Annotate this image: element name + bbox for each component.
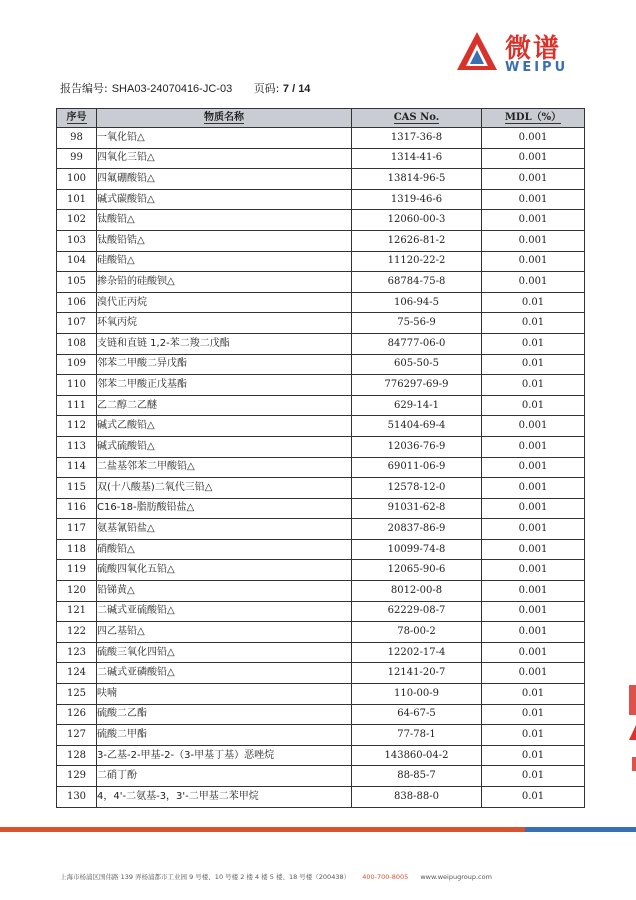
cell-cas: 84777-06-0 — [352, 333, 482, 354]
table-row — [57, 787, 585, 808]
cell-no: 115 — [57, 478, 97, 499]
cell-no: 130 — [57, 787, 97, 808]
column-header-no: 序号 — [57, 109, 97, 128]
cell-substance-name: 4，4'-二氨基-3，3'-二甲基二苯甲烷 — [97, 787, 352, 808]
cell-mdl: 0.01 — [482, 745, 585, 766]
cell-substance-name: 硫酸三氧化四铅△ — [97, 642, 352, 663]
cell-mdl: 0.001 — [482, 581, 585, 602]
cell-mdl: 0.001 — [482, 251, 585, 272]
cell-cas: 69011-06-9 — [352, 457, 482, 478]
table-row — [57, 251, 585, 272]
cell-substance-name: C16-18-脂肪酸铅盐△ — [97, 498, 352, 519]
table-row — [57, 642, 585, 663]
cell-no: 127 — [57, 725, 97, 746]
report-header — [60, 80, 310, 96]
table-row — [57, 519, 585, 540]
page-number: 7 / 14 — [282, 83, 311, 95]
cell-substance-name: 碱式乙酸铅△ — [97, 416, 352, 437]
cell-no: 121 — [57, 601, 97, 622]
cell-mdl: 0.01 — [482, 292, 585, 313]
table-row — [57, 148, 585, 169]
table-row — [57, 601, 585, 622]
cell-substance-name: 硫酸二乙酯 — [97, 704, 352, 725]
cell-no: 110 — [57, 375, 97, 396]
table-body — [57, 128, 585, 808]
cell-no: 117 — [57, 519, 97, 540]
footer-website: www.weipugroup.com — [420, 873, 492, 881]
brand-name-en: WEIPU — [505, 60, 569, 75]
cell-cas: 1317-36-8 — [352, 128, 482, 149]
cell-substance-name: 环氧丙烷 — [97, 313, 352, 334]
cell-substance-name: 掺杂铅的硅酸钡△ — [97, 272, 352, 293]
cell-substance-name: 四氟硼酸铅△ — [97, 169, 352, 190]
page-label: 页码: — [253, 82, 280, 95]
cell-no: 113 — [57, 436, 97, 457]
cell-mdl: 0.001 — [482, 210, 585, 231]
cell-cas: 12202-17-4 — [352, 642, 482, 663]
cell-substance-name: 二盐基邻苯二甲酸铅△ — [97, 457, 352, 478]
cell-no: 123 — [57, 642, 97, 663]
cell-substance-name: 邻苯二甲酸正戊基酯 — [97, 375, 352, 396]
cell-no: 105 — [57, 272, 97, 293]
table-row — [57, 560, 585, 581]
cell-mdl: 0.01 — [482, 725, 585, 746]
table-row — [57, 313, 585, 334]
cell-substance-name: 硝酸铅△ — [97, 539, 352, 560]
cell-mdl: 0.001 — [482, 169, 585, 190]
footer — [60, 872, 492, 881]
substance-table — [56, 108, 585, 808]
cell-no: 128 — [57, 745, 97, 766]
cell-mdl: 0.001 — [482, 272, 585, 293]
seal-stamp-icon — [626, 685, 636, 775]
cell-substance-name: 氨基氰铅盐△ — [97, 519, 352, 540]
cell-substance-name: 钛酸铅△ — [97, 210, 352, 231]
table-row — [57, 416, 585, 437]
cell-mdl: 0.001 — [482, 128, 585, 149]
cell-substance-name: 四乙基铅△ — [97, 622, 352, 643]
cell-cas: 64-67-5 — [352, 704, 482, 725]
footer-phone: 400-700-8005 — [362, 873, 409, 881]
cell-substance-name: 硫酸四氧化五铅△ — [97, 560, 352, 581]
cell-no: 112 — [57, 416, 97, 437]
cell-no: 126 — [57, 704, 97, 725]
cell-mdl: 0.01 — [482, 313, 585, 334]
cell-substance-name: 支链和直链 1,2-苯二羧二戊酯 — [97, 333, 352, 354]
cell-no: 106 — [57, 292, 97, 313]
weipu-logo-mark-icon — [455, 30, 499, 74]
cell-substance-name: 硅酸铅△ — [97, 251, 352, 272]
cell-mdl: 0.001 — [482, 436, 585, 457]
cell-mdl: 0.001 — [482, 457, 585, 478]
cell-mdl: 0.01 — [482, 354, 585, 375]
cell-cas: 838-88-0 — [352, 787, 482, 808]
cell-no: 120 — [57, 581, 97, 602]
cell-cas: 8012-00-8 — [352, 581, 482, 602]
table-row — [57, 333, 585, 354]
cell-no: 116 — [57, 498, 97, 519]
cell-cas: 12141-20-7 — [352, 663, 482, 684]
cell-substance-name: 二碱式亚硫酸铅△ — [97, 601, 352, 622]
cell-mdl: 0.001 — [482, 642, 585, 663]
table-row — [57, 745, 585, 766]
weipu-logo — [455, 30, 585, 76]
cell-cas: 12060-00-3 — [352, 210, 482, 231]
cell-cas: 10099-74-8 — [352, 539, 482, 560]
cell-mdl: 0.001 — [482, 189, 585, 210]
column-header-mdl: MDL（%） — [482, 109, 585, 128]
cell-substance-name: 硫酸二甲酯 — [97, 725, 352, 746]
cell-mdl: 0.01 — [482, 395, 585, 416]
table-row — [57, 539, 585, 560]
cell-substance-name: 二碱式亚磷酸铅△ — [97, 663, 352, 684]
cell-mdl: 0.001 — [482, 230, 585, 251]
table-row — [57, 128, 585, 149]
cell-cas: 77-78-1 — [352, 725, 482, 746]
cell-cas: 1319-46-6 — [352, 189, 482, 210]
cell-cas: 143860-04-2 — [352, 745, 482, 766]
cell-no: 118 — [57, 539, 97, 560]
cell-substance-name: 邻苯二甲酸二异戊酯 — [97, 354, 352, 375]
cell-no: 99 — [57, 148, 97, 169]
cell-cas: 75-56-9 — [352, 313, 482, 334]
table-row — [57, 169, 585, 190]
cell-cas: 12626-81-2 — [352, 230, 482, 251]
cell-mdl: 0.01 — [482, 684, 585, 705]
cell-no: 107 — [57, 313, 97, 334]
table-row — [57, 230, 585, 251]
table-row — [57, 581, 585, 602]
cell-no: 108 — [57, 333, 97, 354]
table-row — [57, 375, 585, 396]
cell-no: 98 — [57, 128, 97, 149]
report-number: SHA03-24070416-JC-03 — [111, 83, 233, 95]
table-row — [57, 725, 585, 746]
cell-cas: 776297-69-9 — [352, 375, 482, 396]
cell-cas: 110-00-9 — [352, 684, 482, 705]
cell-cas: 12578-12-0 — [352, 478, 482, 499]
cell-substance-name: 3-乙基-2-甲基-2-（3-甲基丁基）恶唑烷 — [97, 745, 352, 766]
cell-cas: 91031-62-8 — [352, 498, 482, 519]
table-row — [57, 498, 585, 519]
cell-mdl: 0.001 — [482, 622, 585, 643]
cell-no: 124 — [57, 663, 97, 684]
cell-cas: 629-14-1 — [352, 395, 482, 416]
cell-no: 125 — [57, 684, 97, 705]
cell-no: 119 — [57, 560, 97, 581]
table-row — [57, 189, 585, 210]
cell-mdl: 0.01 — [482, 704, 585, 725]
cell-mdl: 0.001 — [482, 560, 585, 581]
cell-substance-name: 二硝丁酚 — [97, 766, 352, 787]
cell-no: 101 — [57, 189, 97, 210]
table-row — [57, 354, 585, 375]
cell-no: 104 — [57, 251, 97, 272]
table-row — [57, 684, 585, 705]
table-header-row — [57, 109, 585, 128]
cell-mdl: 0.001 — [482, 663, 585, 684]
cell-mdl: 0.01 — [482, 766, 585, 787]
cell-substance-name: 四氧化三铅△ — [97, 148, 352, 169]
cell-no: 129 — [57, 766, 97, 787]
cell-cas: 12036-76-9 — [352, 436, 482, 457]
footer-bar-blue — [525, 827, 636, 832]
cell-cas: 20837-86-9 — [352, 519, 482, 540]
cell-cas: 68784-75-8 — [352, 272, 482, 293]
cell-cas: 88-85-7 — [352, 766, 482, 787]
cell-mdl: 0.001 — [482, 601, 585, 622]
cell-cas: 51404-69-4 — [352, 416, 482, 437]
cell-no: 102 — [57, 210, 97, 231]
cell-substance-name: 碱式碳酸铅△ — [97, 189, 352, 210]
table-row — [57, 436, 585, 457]
cell-mdl: 0.001 — [482, 498, 585, 519]
cell-cas: 62229-08-7 — [352, 601, 482, 622]
cell-no: 114 — [57, 457, 97, 478]
cell-cas: 605-50-5 — [352, 354, 482, 375]
table-row — [57, 395, 585, 416]
cell-substance-name: 乙二醇二乙醚 — [97, 395, 352, 416]
cell-mdl: 0.01 — [482, 375, 585, 396]
cell-mdl: 0.01 — [482, 333, 585, 354]
cell-no: 100 — [57, 169, 97, 190]
cell-no: 109 — [57, 354, 97, 375]
column-header-name: 物质名称 — [97, 109, 352, 128]
cell-substance-name: 碱式硫酸铅△ — [97, 436, 352, 457]
cell-mdl: 0.001 — [482, 416, 585, 437]
cell-substance-name: 呋喃 — [97, 684, 352, 705]
table-row — [57, 478, 585, 499]
column-header-cas: CAS No. — [352, 109, 482, 128]
table-row — [57, 292, 585, 313]
table-row — [57, 663, 585, 684]
cell-substance-name: 双(十八酸基)二氧代三铅△ — [97, 478, 352, 499]
cell-cas: 106-94-5 — [352, 292, 482, 313]
report-number-label: 报告编号: — [60, 82, 108, 95]
cell-no: 103 — [57, 230, 97, 251]
cell-mdl: 0.001 — [482, 539, 585, 560]
footer-address: 上海市杨浦区国伟路 139 弄杨浦都市工业园 9 号楼、10 号楼 2 楼 4 楼 5 楼、18 号楼（200438） — [60, 873, 351, 881]
footer-bar-red — [0, 827, 525, 832]
seal-stamp — [626, 685, 636, 775]
brand-name-cn: 微谱 — [505, 34, 562, 64]
cell-substance-name: 溴代正丙烷 — [97, 292, 352, 313]
cell-mdl: 0.01 — [482, 787, 585, 808]
table-row — [57, 622, 585, 643]
cell-mdl: 0.001 — [482, 519, 585, 540]
cell-cas: 13814-96-5 — [352, 169, 482, 190]
table-row — [57, 210, 585, 231]
cell-no: 122 — [57, 622, 97, 643]
cell-no: 111 — [57, 395, 97, 416]
cell-mdl: 0.001 — [482, 478, 585, 499]
cell-cas: 12065-90-6 — [352, 560, 482, 581]
table-row — [57, 457, 585, 478]
table-row — [57, 272, 585, 293]
cell-cas: 1314-41-6 — [352, 148, 482, 169]
cell-cas: 78-00-2 — [352, 622, 482, 643]
cell-substance-name: 钛酸铅锆△ — [97, 230, 352, 251]
cell-cas: 11120-22-2 — [352, 251, 482, 272]
cell-substance-name: 铅锑黄△ — [97, 581, 352, 602]
table-row — [57, 704, 585, 725]
table-row — [57, 766, 585, 787]
cell-mdl: 0.001 — [482, 148, 585, 169]
cell-substance-name: 一氧化铅△ — [97, 128, 352, 149]
